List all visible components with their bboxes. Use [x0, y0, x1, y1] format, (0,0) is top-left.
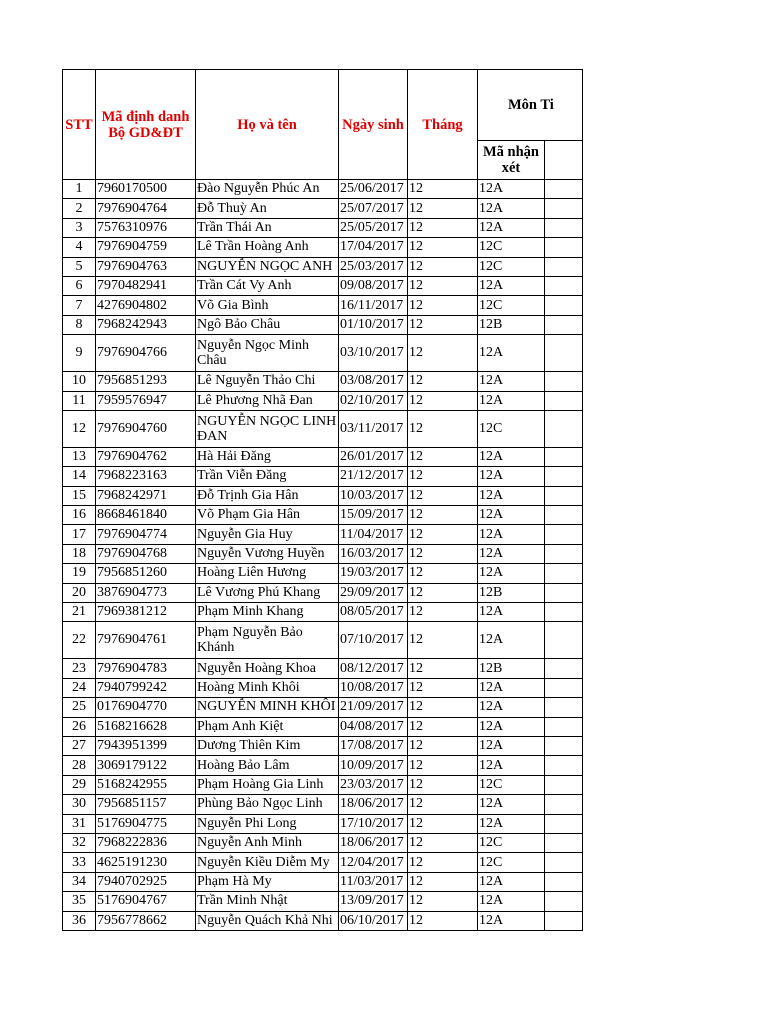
cell-ma-nhan-xet[interactable]: 12A: [478, 335, 545, 372]
cell-ma-dinh-danh[interactable]: 7940702925: [96, 872, 196, 891]
cell-stt[interactable]: 2: [63, 199, 96, 218]
cell-ma-dinh-danh[interactable]: 7959576947: [96, 391, 196, 410]
cell-ho-va-ten[interactable]: Nguyễn Hoàng Khoa: [196, 659, 339, 678]
cell-thang[interactable]: 12: [408, 447, 478, 466]
cell-stt[interactable]: 30: [63, 795, 96, 814]
cell-ma-dinh-danh[interactable]: 3069179122: [96, 756, 196, 775]
cell-thang[interactable]: 12: [408, 335, 478, 372]
cell-thang[interactable]: 12: [408, 659, 478, 678]
cell-stt[interactable]: 33: [63, 853, 96, 872]
cell-blank[interactable]: [545, 296, 583, 315]
cell-stt[interactable]: 6: [63, 276, 96, 295]
cell-thang[interactable]: 12: [408, 775, 478, 794]
cell-ma-nhan-xet[interactable]: 12A: [478, 372, 545, 391]
cell-ho-va-ten[interactable]: Nguyễn Ngọc Minh Châu: [196, 335, 339, 372]
table-row: [63, 795, 583, 814]
cell-ngay-sinh[interactable]: 15/09/2017: [339, 506, 408, 525]
cell-ma-dinh-danh[interactable]: 7976904759: [96, 238, 196, 257]
cell-blank[interactable]: [545, 486, 583, 505]
cell-ma-dinh-danh[interactable]: 5176904767: [96, 892, 196, 911]
cell-ngay-sinh[interactable]: 17/04/2017: [339, 238, 408, 257]
cell-ma-nhan-xet[interactable]: 12A: [478, 467, 545, 486]
cell-ma-nhan-xet[interactable]: 12C: [478, 853, 545, 872]
cell-ma-nhan-xet[interactable]: 12A: [478, 276, 545, 295]
cell-ho-va-ten[interactable]: Nguyễn Gia Huy: [196, 525, 339, 544]
cell-thang[interactable]: 12: [408, 717, 478, 736]
cell-ho-va-ten[interactable]: Võ Phạm Gia Hân: [196, 506, 339, 525]
cell-ho-va-ten[interactable]: Hà Hải Đăng: [196, 447, 339, 466]
table-row: [63, 853, 583, 872]
cell-blank[interactable]: [545, 795, 583, 814]
cell-ma-dinh-danh[interactable]: 7976904761: [96, 622, 196, 659]
cell-ma-nhan-xet[interactable]: 12C: [478, 410, 545, 447]
cell-thang[interactable]: 12: [408, 603, 478, 622]
table-row: [63, 814, 583, 833]
table-row: [63, 180, 583, 199]
table-row: [63, 583, 583, 602]
table-row: [63, 486, 583, 505]
cell-ho-va-ten[interactable]: Lê Vương Phú Khang: [196, 583, 339, 602]
cell-stt[interactable]: 31: [63, 814, 96, 833]
cell-blank[interactable]: [545, 775, 583, 794]
cell-stt[interactable]: 1: [63, 180, 96, 199]
cell-stt[interactable]: 24: [63, 678, 96, 697]
cell-ngay-sinh[interactable]: 25/03/2017: [339, 257, 408, 276]
cell-stt[interactable]: 10: [63, 372, 96, 391]
cell-ma-nhan-xet[interactable]: 12A: [478, 199, 545, 218]
cell-blank[interactable]: [545, 410, 583, 447]
table-row: [63, 391, 583, 410]
cell-ma-dinh-danh[interactable]: 7976904783: [96, 659, 196, 678]
cell-ma-nhan-xet[interactable]: 12A: [478, 736, 545, 755]
cell-ho-va-ten[interactable]: Phạm Hoàng Gia Linh: [196, 775, 339, 794]
cell-ngay-sinh[interactable]: 11/04/2017: [339, 525, 408, 544]
table-row: [63, 372, 583, 391]
cell-ma-nhan-xet[interactable]: 12C: [478, 296, 545, 315]
cell-stt[interactable]: 13: [63, 447, 96, 466]
header-ho-va-ten[interactable]: Họ và tên: [196, 70, 339, 180]
table-row: [63, 775, 583, 794]
cell-blank[interactable]: [545, 315, 583, 334]
cell-ma-nhan-xet[interactable]: 12A: [478, 717, 545, 736]
table-row: [63, 199, 583, 218]
cell-thang[interactable]: 12: [408, 410, 478, 447]
cell-blank[interactable]: [545, 911, 583, 930]
cell-ngay-sinh[interactable]: 17/08/2017: [339, 736, 408, 755]
cell-ngay-sinh[interactable]: 26/01/2017: [339, 447, 408, 466]
cell-ma-dinh-danh[interactable]: 8668461840: [96, 506, 196, 525]
cell-stt[interactable]: 26: [63, 717, 96, 736]
cell-stt[interactable]: 11: [63, 391, 96, 410]
cell-ho-va-ten[interactable]: Trần Minh Nhật: [196, 892, 339, 911]
table-row: [63, 833, 583, 852]
header-stt[interactable]: STT: [63, 70, 96, 180]
cell-ma-dinh-danh[interactable]: 7956778662: [96, 911, 196, 930]
cell-ma-nhan-xet[interactable]: 12A: [478, 603, 545, 622]
table-row: [63, 218, 583, 237]
cell-ma-dinh-danh[interactable]: 7976904764: [96, 199, 196, 218]
cell-ngay-sinh[interactable]: 04/08/2017: [339, 717, 408, 736]
cell-stt[interactable]: 18: [63, 544, 96, 563]
cell-ngay-sinh[interactable]: 01/10/2017: [339, 315, 408, 334]
cell-stt[interactable]: 12: [63, 410, 96, 447]
cell-blank[interactable]: [545, 372, 583, 391]
table-row: [63, 603, 583, 622]
cell-thang[interactable]: 12: [408, 853, 478, 872]
cell-ma-nhan-xet[interactable]: 12A: [478, 447, 545, 466]
cell-ngay-sinh[interactable]: 29/09/2017: [339, 583, 408, 602]
cell-ma-nhan-xet[interactable]: 12A: [478, 506, 545, 525]
table-row: [63, 622, 583, 659]
cell-ngay-sinh[interactable]: 21/12/2017: [339, 467, 408, 486]
cell-ho-va-ten[interactable]: Hoàng Liên Hương: [196, 564, 339, 583]
cell-ho-va-ten[interactable]: Phạm Hà My: [196, 872, 339, 891]
table-row: [63, 678, 583, 697]
cell-thang[interactable]: 12: [408, 583, 478, 602]
header-ma-nhan-xet[interactable]: Mã nhận xét: [478, 141, 545, 180]
cell-ma-nhan-xet[interactable]: 12A: [478, 678, 545, 697]
cell-ma-dinh-danh[interactable]: 7976904774: [96, 525, 196, 544]
cell-ma-dinh-danh[interactable]: 7968242943: [96, 315, 196, 334]
cell-ma-dinh-danh[interactable]: 7956851293: [96, 372, 196, 391]
cell-blank[interactable]: [545, 218, 583, 237]
cell-thang[interactable]: 12: [408, 199, 478, 218]
cell-ho-va-ten[interactable]: Ngô Bảo Châu: [196, 315, 339, 334]
cell-blank[interactable]: [545, 257, 583, 276]
cell-ngay-sinh[interactable]: 17/10/2017: [339, 814, 408, 833]
cell-ma-dinh-danh[interactable]: 4276904802: [96, 296, 196, 315]
cell-thang[interactable]: 12: [408, 506, 478, 525]
cell-blank[interactable]: [545, 583, 583, 602]
cell-ma-dinh-danh[interactable]: 7940799242: [96, 678, 196, 697]
cell-blank[interactable]: [545, 238, 583, 257]
cell-ngay-sinh[interactable]: 08/05/2017: [339, 603, 408, 622]
cell-ho-va-ten[interactable]: Trần Cát Vy Anh: [196, 276, 339, 295]
cell-blank[interactable]: [545, 544, 583, 563]
cell-ngay-sinh[interactable]: 06/10/2017: [339, 911, 408, 930]
cell-stt[interactable]: 7: [63, 296, 96, 315]
cell-thang[interactable]: 12: [408, 736, 478, 755]
cell-stt[interactable]: 14: [63, 467, 96, 486]
cell-ngay-sinh[interactable]: 16/11/2017: [339, 296, 408, 315]
cell-thang[interactable]: 12: [408, 872, 478, 891]
header-ma-dinh-danh[interactable]: Mã định danh Bộ GD&ĐT: [96, 70, 196, 180]
cell-ma-dinh-danh[interactable]: 7976904762: [96, 447, 196, 466]
cell-ho-va-ten[interactable]: Phạm Nguyễn Bảo Khánh: [196, 622, 339, 659]
table-row: [63, 410, 583, 447]
cell-stt[interactable]: 35: [63, 892, 96, 911]
cell-blank[interactable]: [545, 833, 583, 852]
table-row: [63, 447, 583, 466]
cell-stt[interactable]: 22: [63, 622, 96, 659]
table-row: [63, 736, 583, 755]
cell-stt[interactable]: 25: [63, 698, 96, 717]
table-row: [63, 238, 583, 257]
cell-blank[interactable]: [545, 622, 583, 659]
cell-ho-va-ten[interactable]: Trần Thái An: [196, 218, 339, 237]
cell-ho-va-ten[interactable]: Nguyễn Vương Huyền: [196, 544, 339, 563]
cell-stt[interactable]: 34: [63, 872, 96, 891]
cell-ma-nhan-xet[interactable]: 12B: [478, 659, 545, 678]
table-row: [63, 756, 583, 775]
cell-thang[interactable]: 12: [408, 795, 478, 814]
cell-ho-va-ten[interactable]: Phạm Anh Kiệt: [196, 717, 339, 736]
cell-ngay-sinh[interactable]: 11/03/2017: [339, 872, 408, 891]
cell-ma-dinh-danh[interactable]: 7976904763: [96, 257, 196, 276]
cell-blank[interactable]: [545, 659, 583, 678]
cell-ho-va-ten[interactable]: Lê Nguyễn Thảo Chi: [196, 372, 339, 391]
cell-ma-nhan-xet[interactable]: 12A: [478, 218, 545, 237]
cell-ngay-sinh[interactable]: 19/03/2017: [339, 564, 408, 583]
cell-blank[interactable]: [545, 564, 583, 583]
cell-ngay-sinh[interactable]: 25/05/2017: [339, 218, 408, 237]
cell-ngay-sinh[interactable]: 12/04/2017: [339, 853, 408, 872]
cell-ngay-sinh[interactable]: 16/03/2017: [339, 544, 408, 563]
cell-thang[interactable]: 12: [408, 257, 478, 276]
cell-ma-dinh-danh[interactable]: 7976904768: [96, 544, 196, 563]
cell-ho-va-ten[interactable]: Nguyễn Anh Minh: [196, 833, 339, 852]
cell-blank[interactable]: [545, 698, 583, 717]
spreadsheet-view: [62, 69, 554, 928]
table-row: [63, 525, 583, 544]
cell-ma-nhan-xet[interactable]: 12C: [478, 833, 545, 852]
cell-stt[interactable]: 21: [63, 603, 96, 622]
cell-thang[interactable]: 12: [408, 467, 478, 486]
cell-ho-va-ten[interactable]: NGUYỄN MINH KHÔI: [196, 698, 339, 717]
cell-stt[interactable]: 15: [63, 486, 96, 505]
cell-thang[interactable]: 12: [408, 756, 478, 775]
cell-ma-dinh-danh[interactable]: 7976904766: [96, 335, 196, 372]
cell-ngay-sinh[interactable]: 03/10/2017: [339, 335, 408, 372]
cell-ma-nhan-xet[interactable]: 12A: [478, 814, 545, 833]
cell-ma-dinh-danh[interactable]: 5176904775: [96, 814, 196, 833]
table-row: [63, 257, 583, 276]
cell-thang[interactable]: 12: [408, 180, 478, 199]
cell-ho-va-ten[interactable]: NGUYỄN NGỌC ANH: [196, 257, 339, 276]
cell-thang[interactable]: 12: [408, 833, 478, 852]
cell-ma-dinh-danh[interactable]: 7970482941: [96, 276, 196, 295]
cell-blank[interactable]: [545, 892, 583, 911]
cell-blank[interactable]: [545, 199, 583, 218]
cell-ngay-sinh[interactable]: 10/09/2017: [339, 756, 408, 775]
cell-thang[interactable]: 12: [408, 622, 478, 659]
student-table: [62, 69, 583, 931]
cell-stt[interactable]: 32: [63, 833, 96, 852]
cell-ho-va-ten[interactable]: Nguyễn Phi Long: [196, 814, 339, 833]
table-row: [63, 467, 583, 486]
cell-ma-nhan-xet[interactable]: 12A: [478, 756, 545, 775]
table-row: [63, 276, 583, 295]
cell-ma-nhan-xet[interactable]: 12A: [478, 892, 545, 911]
cell-thang[interactable]: 12: [408, 564, 478, 583]
cell-stt[interactable]: 28: [63, 756, 96, 775]
table-row: [63, 296, 583, 315]
cell-ho-va-ten[interactable]: Võ Gia Bình: [196, 296, 339, 315]
table-row: [63, 717, 583, 736]
cell-thang[interactable]: 12: [408, 892, 478, 911]
table-row: [63, 872, 583, 891]
cell-ma-dinh-danh[interactable]: 7943951399: [96, 736, 196, 755]
cell-ma-nhan-xet[interactable]: 12A: [478, 698, 545, 717]
cell-blank[interactable]: [545, 276, 583, 295]
cell-ma-dinh-danh[interactable]: 7968223163: [96, 467, 196, 486]
cell-ma-nhan-xet[interactable]: 12A: [478, 544, 545, 563]
cell-thang[interactable]: 12: [408, 218, 478, 237]
cell-stt[interactable]: 20: [63, 583, 96, 602]
cell-thang[interactable]: 12: [408, 544, 478, 563]
cell-ma-dinh-danh[interactable]: 3876904773: [96, 583, 196, 602]
cell-ho-va-ten[interactable]: Phùng Bảo Ngọc Linh: [196, 795, 339, 814]
cell-ma-nhan-xet[interactable]: 12A: [478, 872, 545, 891]
cell-ma-nhan-xet[interactable]: 12A: [478, 391, 545, 410]
cell-blank[interactable]: [545, 391, 583, 410]
cell-blank[interactable]: [545, 872, 583, 891]
cell-ma-nhan-xet[interactable]: 12C: [478, 257, 545, 276]
cell-thang[interactable]: 12: [408, 296, 478, 315]
cell-ma-dinh-danh[interactable]: 4625191230: [96, 853, 196, 872]
cell-ngay-sinh[interactable]: 13/09/2017: [339, 892, 408, 911]
table-row: [63, 892, 583, 911]
cell-stt[interactable]: 36: [63, 911, 96, 930]
cell-ngay-sinh[interactable]: 18/06/2017: [339, 795, 408, 814]
cell-ma-nhan-xet[interactable]: 12A: [478, 622, 545, 659]
cell-thang[interactable]: 12: [408, 678, 478, 697]
cell-ho-va-ten[interactable]: Hoàng Minh Khôi: [196, 678, 339, 697]
cell-ngay-sinh[interactable]: 07/10/2017: [339, 622, 408, 659]
cell-blank[interactable]: [545, 678, 583, 697]
cell-ma-dinh-danh[interactable]: 7976904760: [96, 410, 196, 447]
cell-thang[interactable]: 12: [408, 391, 478, 410]
cell-stt[interactable]: 27: [63, 736, 96, 755]
cell-ho-va-ten[interactable]: NGUYỄN NGỌC LINH ĐAN: [196, 410, 339, 447]
cell-blank[interactable]: [545, 853, 583, 872]
cell-ma-nhan-xet[interactable]: 12A: [478, 486, 545, 505]
cell-ma-dinh-danh[interactable]: 7968242971: [96, 486, 196, 505]
table-row: [63, 659, 583, 678]
cell-ho-va-ten[interactable]: Phạm Minh Khang: [196, 603, 339, 622]
cell-ma-dinh-danh[interactable]: 7960170500: [96, 180, 196, 199]
table-row: [63, 315, 583, 334]
cell-ho-va-ten[interactable]: Đỗ Trịnh Gia Hân: [196, 486, 339, 505]
cell-ho-va-ten[interactable]: Nguyễn Quách Khả Nhi: [196, 911, 339, 930]
cell-ho-va-ten[interactable]: Lê Trần Hoàng Anh: [196, 238, 339, 257]
cell-ma-nhan-xet[interactable]: 12A: [478, 525, 545, 544]
header-ngay-sinh[interactable]: Ngày sinh: [339, 70, 408, 180]
cell-ma-nhan-xet[interactable]: 12B: [478, 583, 545, 602]
cell-ho-va-ten[interactable]: Đỗ Thuỳ An: [196, 199, 339, 218]
cell-blank[interactable]: [545, 717, 583, 736]
cell-blank[interactable]: [545, 180, 583, 199]
cell-ngay-sinh[interactable]: 03/08/2017: [339, 372, 408, 391]
table-row: [63, 698, 583, 717]
cell-blank[interactable]: [545, 467, 583, 486]
header-mon[interactable]: Môn Ti: [478, 70, 583, 141]
cell-ma-nhan-xet[interactable]: 12A: [478, 795, 545, 814]
cell-ho-va-ten[interactable]: Đào Nguyễn Phúc An: [196, 180, 339, 199]
cell-ma-nhan-xet[interactable]: 12B: [478, 315, 545, 334]
cell-thang[interactable]: 12: [408, 525, 478, 544]
cell-ma-nhan-xet[interactable]: 12A: [478, 564, 545, 583]
cell-ngay-sinh[interactable]: 25/07/2017: [339, 199, 408, 218]
table-row: [63, 335, 583, 372]
cell-ho-va-ten[interactable]: Hoàng Bảo Lâm: [196, 756, 339, 775]
cell-thang[interactable]: 12: [408, 486, 478, 505]
cell-ma-dinh-danh[interactable]: 7576310976: [96, 218, 196, 237]
header-blank[interactable]: [545, 141, 583, 180]
cell-ma-nhan-xet[interactable]: 12A: [478, 180, 545, 199]
cell-blank[interactable]: [545, 335, 583, 372]
cell-stt[interactable]: 16: [63, 506, 96, 525]
cell-blank[interactable]: [545, 603, 583, 622]
cell-ngay-sinh[interactable]: 09/08/2017: [339, 276, 408, 295]
cell-ma-dinh-danh[interactable]: 7956851157: [96, 795, 196, 814]
table-row: [63, 506, 583, 525]
cell-ho-va-ten[interactable]: Trần Viễn Đăng: [196, 467, 339, 486]
cell-blank[interactable]: [545, 506, 583, 525]
cell-thang[interactable]: 12: [408, 315, 478, 334]
cell-stt[interactable]: 8: [63, 315, 96, 334]
cell-ma-dinh-danh[interactable]: 0176904770: [96, 698, 196, 717]
cell-stt[interactable]: 9: [63, 335, 96, 372]
header-thang[interactable]: Tháng: [408, 70, 478, 180]
cell-ma-dinh-danh[interactable]: 5168242955: [96, 775, 196, 794]
cell-blank[interactable]: [545, 756, 583, 775]
cell-thang[interactable]: 12: [408, 238, 478, 257]
cell-blank[interactable]: [545, 447, 583, 466]
cell-ma-dinh-danh[interactable]: 7968222836: [96, 833, 196, 852]
cell-stt[interactable]: 5: [63, 257, 96, 276]
cell-ngay-sinh[interactable]: 10/03/2017: [339, 486, 408, 505]
cell-blank[interactable]: [545, 814, 583, 833]
cell-ma-dinh-danh[interactable]: 7956851260: [96, 564, 196, 583]
cell-thang[interactable]: 12: [408, 911, 478, 930]
cell-ngay-sinh[interactable]: 03/11/2017: [339, 410, 408, 447]
cell-ho-va-ten[interactable]: Dương Thiên Kim: [196, 736, 339, 755]
cell-ho-va-ten[interactable]: Lê Phương Nhã Đan: [196, 391, 339, 410]
cell-ngay-sinh[interactable]: 21/09/2017: [339, 698, 408, 717]
table-row: [63, 564, 583, 583]
cell-ngay-sinh[interactable]: 10/08/2017: [339, 678, 408, 697]
cell-stt[interactable]: 3: [63, 218, 96, 237]
cell-blank[interactable]: [545, 525, 583, 544]
table-row: [63, 911, 583, 930]
cell-ho-va-ten[interactable]: Nguyễn Kiều Diễm My: [196, 853, 339, 872]
table-row: [63, 544, 583, 563]
cell-stt[interactable]: 17: [63, 525, 96, 544]
cell-thang[interactable]: 12: [408, 814, 478, 833]
cell-ma-dinh-danh[interactable]: 5168216628: [96, 717, 196, 736]
cell-thang[interactable]: 12: [408, 372, 478, 391]
cell-stt[interactable]: 19: [63, 564, 96, 583]
cell-thang[interactable]: 12: [408, 698, 478, 717]
cell-stt[interactable]: 4: [63, 238, 96, 257]
cell-thang[interactable]: 12: [408, 276, 478, 295]
cell-blank[interactable]: [545, 736, 583, 755]
cell-ma-dinh-danh[interactable]: 7969381212: [96, 603, 196, 622]
cell-ngay-sinh[interactable]: 25/06/2017: [339, 180, 408, 199]
cell-ngay-sinh[interactable]: 08/12/2017: [339, 659, 408, 678]
cell-ngay-sinh[interactable]: 02/10/2017: [339, 391, 408, 410]
cell-ngay-sinh[interactable]: 18/06/2017: [339, 833, 408, 852]
cell-stt[interactable]: 23: [63, 659, 96, 678]
cell-ma-nhan-xet[interactable]: 12A: [478, 911, 545, 930]
cell-ma-nhan-xet[interactable]: 12C: [478, 238, 545, 257]
cell-stt[interactable]: 29: [63, 775, 96, 794]
cell-ma-nhan-xet[interactable]: 12C: [478, 775, 545, 794]
cell-ngay-sinh[interactable]: 23/03/2017: [339, 775, 408, 794]
